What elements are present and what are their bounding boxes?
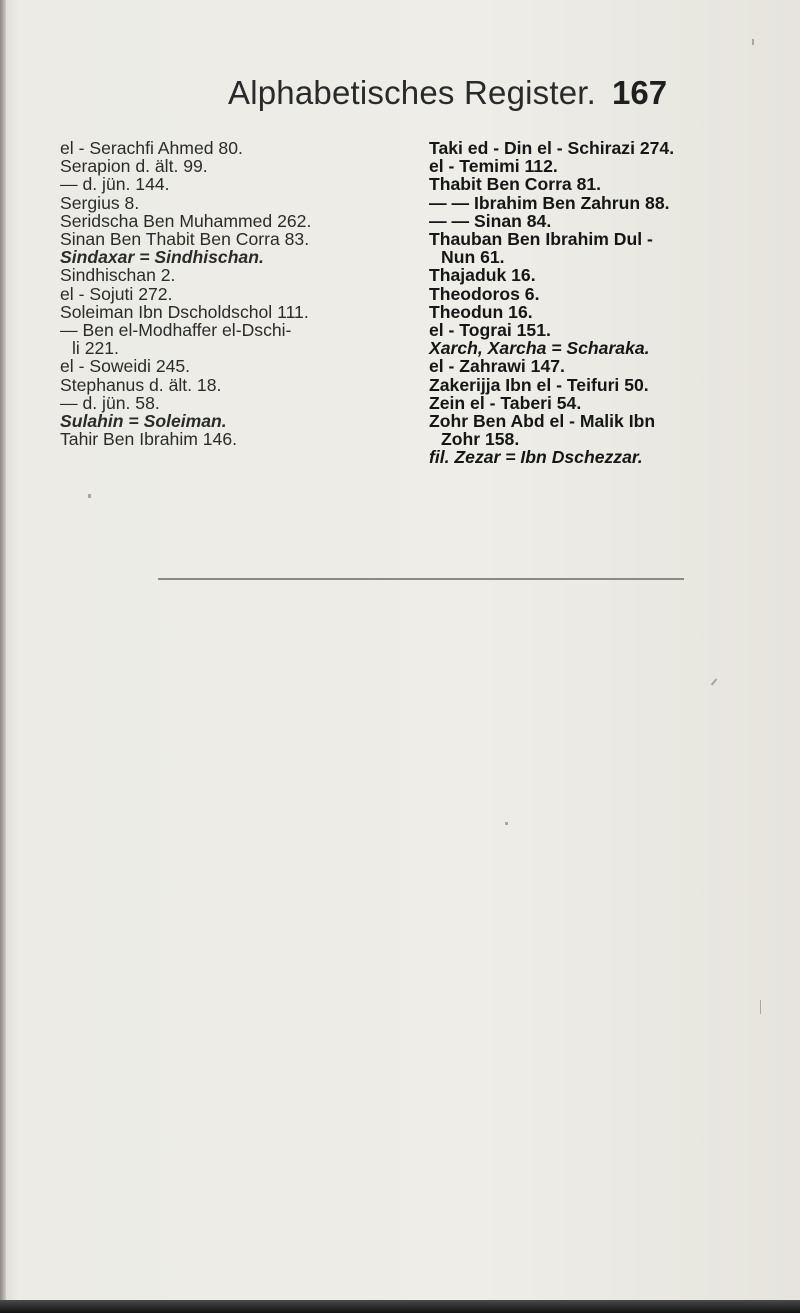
register-entry: el - Sojuti 272. — [60, 283, 173, 304]
register-entry-continuation: li 221. — [72, 338, 119, 359]
register-entry: Thabit Ben Corra 81. — [429, 174, 602, 195]
register-entry: — — Sinan 84. — [429, 210, 552, 231]
page-header — [0, 72, 800, 122]
register-entry: Zakerijja Ibn el - Teifuri 50. — [429, 374, 649, 395]
register-entry-cross-reference: Xarch, Xarcha = Scharaka. — [429, 338, 650, 359]
register-entry: Tahir Ben Ibrahim 146. — [60, 429, 238, 450]
register-entry: Zein el - Taberi 54. — [429, 392, 582, 413]
page-number: 167 — [612, 74, 668, 111]
register-entry: el - Temimi 112. — [429, 156, 558, 177]
register-column-left — [60, 139, 360, 448]
register-entry: Stephanus d. ält. 18. — [60, 374, 222, 395]
register-entry: Theodoros 6. — [429, 283, 540, 304]
register-entry: Zohr Ben Abd el - Malik Ibn — [429, 411, 656, 432]
register-entry: Soleiman Ibn Dscholdschol 111. — [60, 301, 309, 322]
register-entry: — — Ibrahim Ben Zahrun 88. — [429, 192, 670, 213]
register-entry-continuation: Nun 61. — [441, 247, 505, 268]
register-entry: — d. jün. 144. — [60, 174, 170, 195]
paper-speck — [505, 822, 508, 825]
register-entry: Theodun 16. — [429, 301, 533, 322]
register-entry: Thauban Ben Ibrahim Dul - — [429, 229, 653, 250]
register-entry: Serapion d. ält. 99. — [60, 156, 208, 177]
register-entry: Sinan Ben Thabit Ben Corra 83. — [60, 229, 310, 250]
register-entry-cross-reference: Sindaxar = Sindhischan. — [60, 247, 264, 268]
register-entry: Taki ed - Din el - Schirazi 274. — [429, 138, 675, 158]
register-entry: el - Soweidi 245. — [60, 356, 191, 377]
paper-speck — [760, 1000, 761, 1014]
register-entry: el - Zahrawi 147. — [429, 356, 565, 377]
paper-speck — [711, 678, 718, 685]
register-entry: Thajaduk 16. — [429, 265, 536, 286]
register-entry: Sindhischan 2. — [60, 265, 176, 286]
end-rule — [158, 578, 684, 580]
page-bottom-edge — [0, 1300, 800, 1313]
register-entry-continuation: Zohr 158. — [441, 429, 520, 450]
register-entry-cross-reference: Sulahin = Soleiman. — [60, 411, 227, 432]
running-head-title: Alphabetisches Register. — [228, 74, 597, 111]
register-entry: Sergius 8. — [60, 192, 140, 213]
register-entry: Seridscha Ben Muhammed 262. — [60, 210, 312, 231]
register-entry: el - Serachfi Ahmed 80. — [60, 138, 243, 158]
register-entry-cross-reference: fil. Zezar = Ibn Dschezzar. — [429, 447, 643, 468]
register-entry: el - Tograi 151. — [429, 320, 551, 341]
paper-speck — [752, 39, 754, 45]
register-column-right — [429, 139, 769, 467]
register-entry: — Ben el-Modhaffer el-Dschi- — [60, 320, 292, 341]
paper-speck — [88, 494, 91, 498]
page-binding-edge — [0, 0, 6, 1313]
register-entry: — d. jün. 58. — [60, 392, 160, 413]
